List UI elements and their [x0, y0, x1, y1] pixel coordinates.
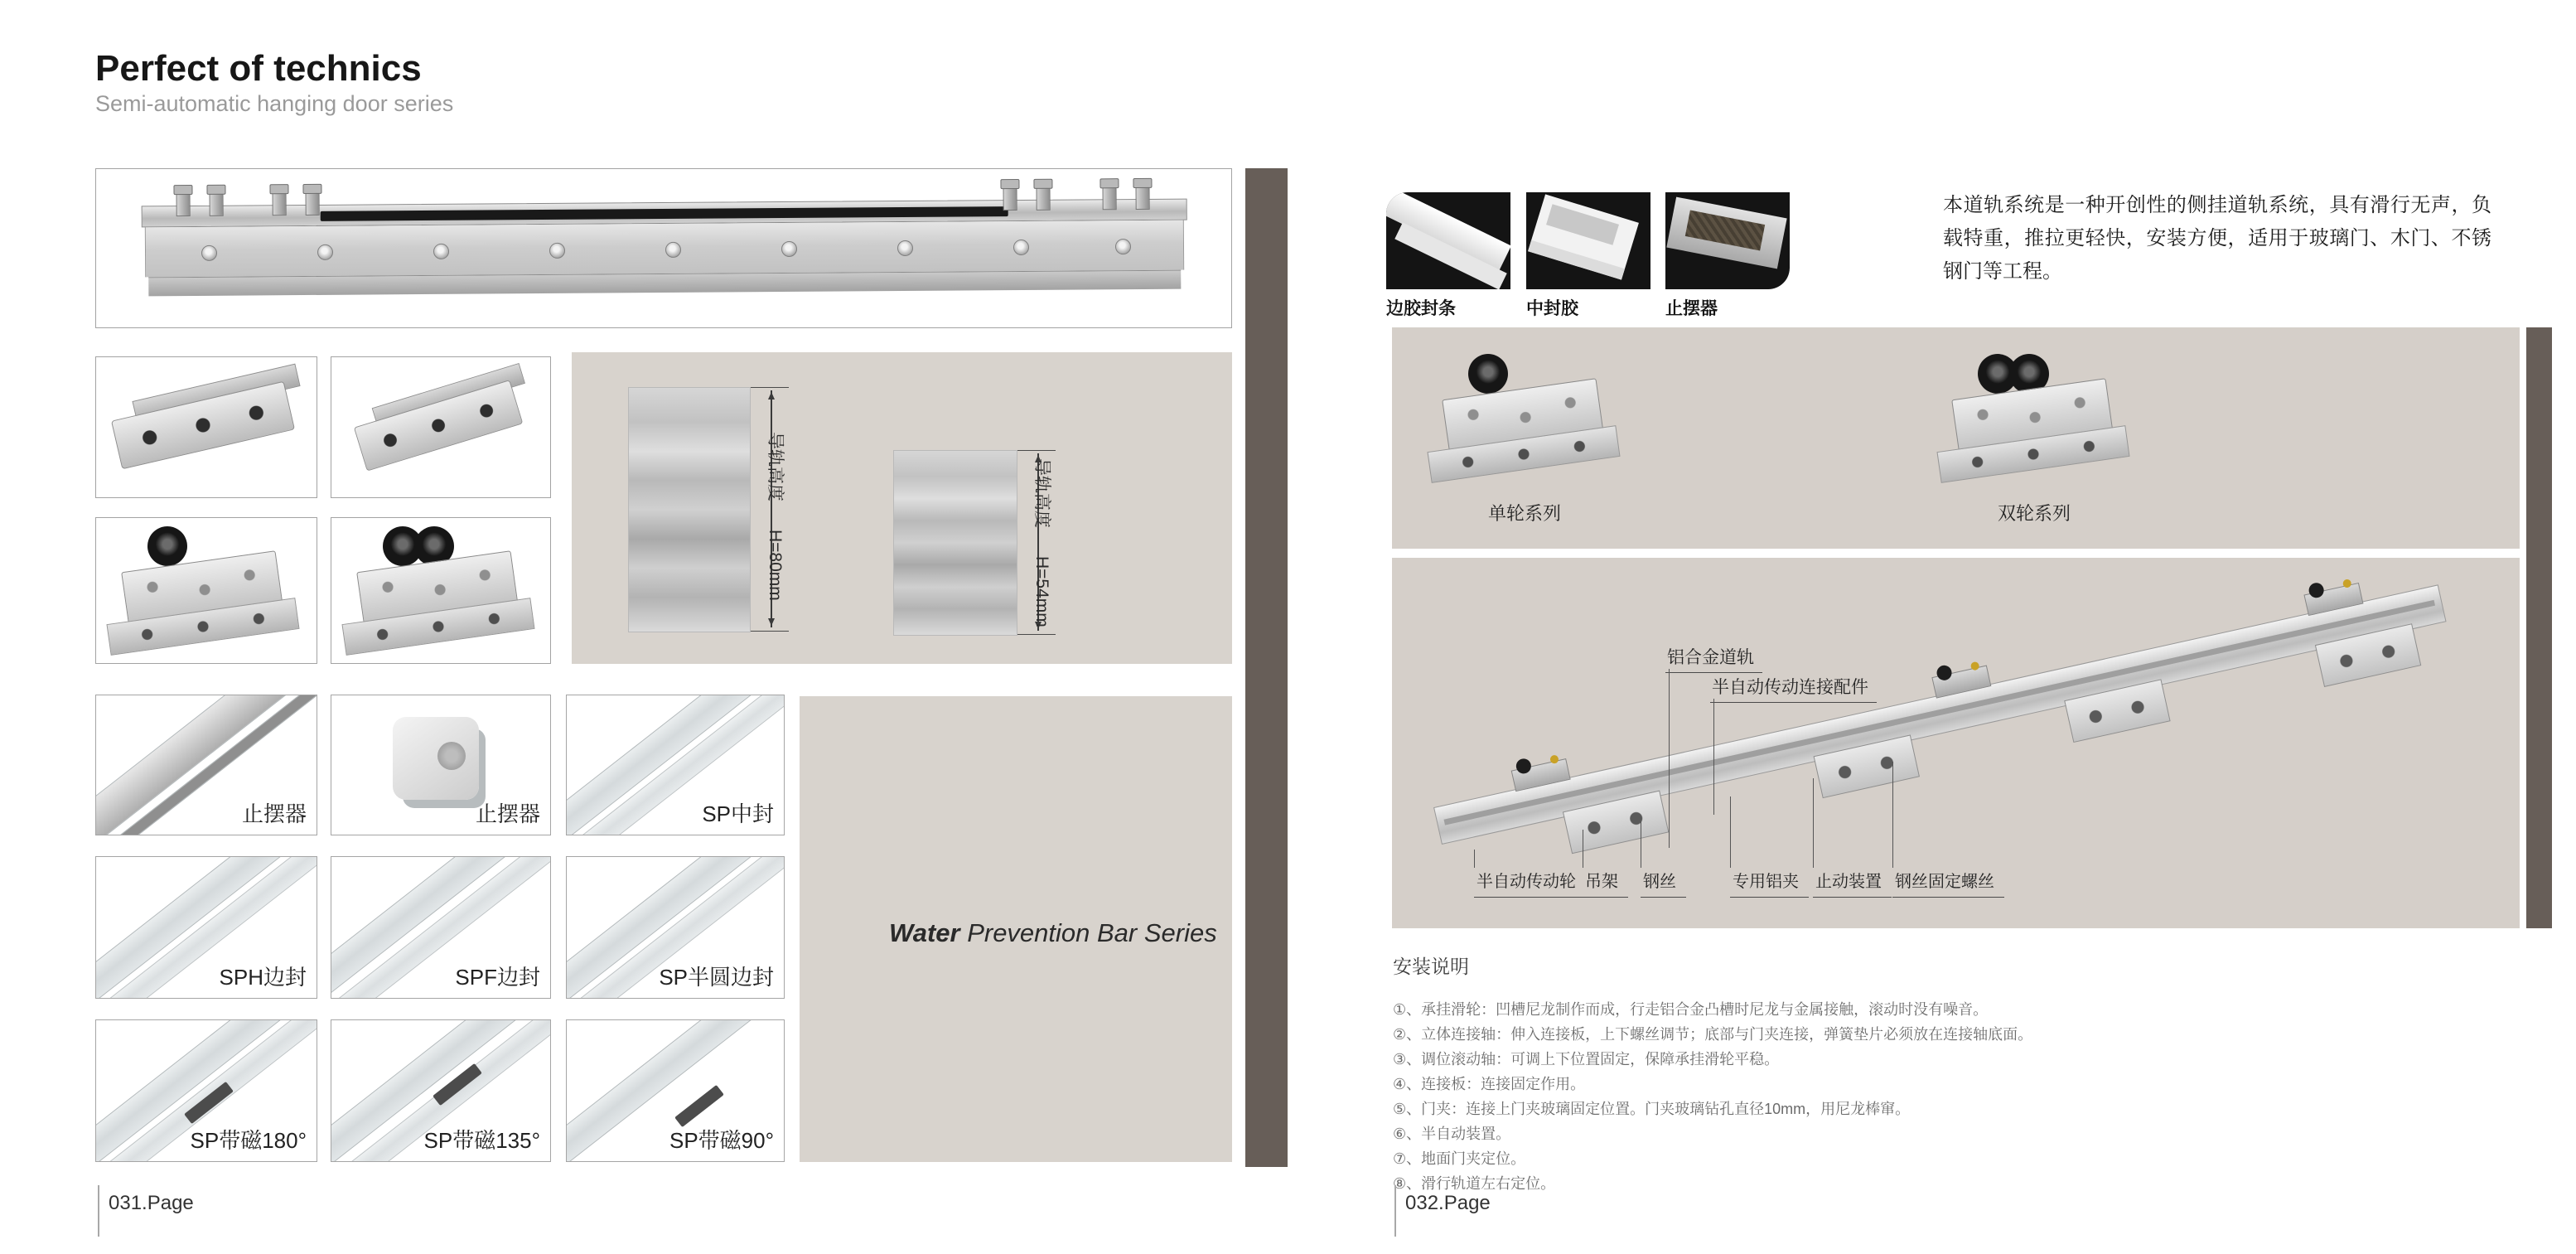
product-label: SP带磁90°: [669, 1128, 774, 1153]
page-number-left: 031.Page: [109, 1192, 194, 1214]
product-box: [95, 695, 317, 835]
callout-alu-clip: 专用铝夹: [1730, 868, 1809, 898]
dim-value: H=54mm: [1032, 556, 1051, 627]
dim-tick: [1017, 450, 1056, 451]
product-box: [566, 695, 785, 835]
leader-line: [1669, 669, 1670, 848]
footer-rule-left: [98, 1185, 99, 1237]
callout-steel-wire: 钢丝: [1641, 868, 1686, 898]
cross-section-panel: [572, 352, 1232, 664]
roller-series-label: 双轮系列: [1997, 503, 2071, 524]
brown-accent-bar-left: [1245, 168, 1288, 1167]
roller-wheel: [1468, 354, 1508, 394]
screw: [1115, 239, 1131, 254]
double-wheel-roller-image: [1926, 346, 2142, 495]
dim-tick: [751, 387, 789, 388]
roller-assembly-image: [96, 518, 317, 663]
install-item: ⑦、地面门夹定位。: [1393, 1150, 1526, 1167]
aluminum-track-image: [1433, 584, 2447, 845]
dim-tick: [751, 631, 789, 632]
water-series-rest: Prevention Bar Series: [959, 918, 1217, 947]
thumb-edge-seal: [1386, 192, 1510, 289]
screw: [549, 243, 565, 259]
leader-line: [1813, 778, 1814, 868]
product-label: SP半圆边封: [659, 965, 774, 990]
product-label: SP带磁135°: [423, 1128, 540, 1153]
product-box: [331, 695, 551, 835]
water-series-title: [889, 918, 1217, 948]
leader-line: [1892, 762, 1893, 868]
track-slot: [1444, 600, 2436, 826]
product-label: SP带磁180°: [190, 1128, 307, 1153]
bolt: [1102, 185, 1116, 210]
product-box: [566, 856, 785, 999]
thumb-label: 边胶封条: [1386, 299, 1456, 318]
water-series-emphasis: Water: [889, 918, 960, 947]
single-wheel-roller-image: [1417, 346, 1632, 495]
dim-name: 导轨高度: [1032, 458, 1051, 528]
leader-line: [1474, 850, 1475, 868]
bolt: [273, 191, 287, 215]
bolt: [176, 191, 191, 216]
roller-assembly-image: [331, 518, 550, 663]
bolt: [1036, 186, 1050, 211]
page-subtitle: Semi-automatic hanging door series: [95, 91, 454, 116]
track-slot: [321, 206, 1008, 221]
page-title: Perfect of technics: [95, 48, 422, 89]
product-box: [331, 856, 551, 999]
brown-accent-bar-right: [2526, 327, 2552, 928]
glass-clamp-image: [96, 357, 317, 497]
thumb-center-seal: [1526, 192, 1650, 289]
hardware-box-roller-1: [95, 517, 317, 664]
screw: [665, 242, 681, 258]
center-seal-image: [1526, 192, 1650, 289]
callout-wire-screw: 钢丝固定螺丝: [1892, 868, 2004, 898]
dimension-label-h80: [764, 432, 789, 601]
bolt: [210, 191, 224, 216]
hero-track-image: [142, 199, 1188, 299]
hanger-clamp: [1563, 791, 1669, 855]
callout-hanger: 吊架: [1583, 868, 1628, 898]
hardware-box-clamp-2: [331, 356, 551, 498]
hardware-box-roller-2: [331, 517, 551, 664]
product-label: SPF边封: [455, 965, 540, 990]
roller-wheel: [147, 526, 187, 566]
track-cross-section-h80: [628, 387, 751, 632]
thumb-label: 止摆器: [1665, 299, 1718, 318]
hanger-clamp: [2315, 623, 2421, 687]
install-item: ②、立体连接轴：伸入连接板，上下螺丝调节；底部与门夹连接，弹簧垫片必须放在连接轴底面。: [1393, 1026, 2033, 1043]
bolt: [1135, 185, 1149, 210]
callout-drive-connector: 半自动传动连接配件: [1710, 674, 1877, 703]
product-label: 止摆器: [241, 801, 307, 826]
product-label: 止摆器: [475, 801, 540, 826]
product-label: SPH边封: [219, 965, 307, 990]
thumb-stopper: [1665, 192, 1790, 289]
roller-series-label: 单轮系列: [1487, 503, 1561, 524]
installation-diagram-panel: [1392, 558, 2520, 928]
drive-unit: [1511, 758, 1571, 792]
install-item: ⑧、滑行轨道左右定位。: [1393, 1175, 1556, 1192]
install-item: ⑤、门夹：连接上门夹玻璃固定位置。门夹玻璃钻孔直径10mm，用尼龙棒窜。: [1393, 1101, 1911, 1117]
product-box: [566, 1019, 785, 1162]
hanger-clamp: [1814, 734, 1920, 798]
install-item: ③、调位滚动轴：可调上下位置固定，保障承挂滑轮平稳。: [1393, 1051, 1780, 1068]
drive-unit: [1931, 666, 1991, 699]
product-box: [331, 1019, 551, 1162]
screw: [201, 245, 217, 261]
intro-paragraph: 本道轨系统是一种开创性的侧挂道轨系统，具有滑行无声，负载特重，推拉更轻快，安装方便，适用于玻璃门、木门、不锈钢门等工程。: [1943, 194, 2491, 283]
bolt: [1003, 186, 1017, 211]
screw: [897, 240, 913, 256]
dimension-label-h54: [1031, 458, 1056, 627]
footer-rule-right: [1394, 1185, 1396, 1237]
install-item: ⑥、半自动装置。: [1393, 1126, 1511, 1142]
callout-aluminum-track: 铝合金道轨: [1665, 644, 1762, 673]
glass-clamp-image: [336, 356, 545, 498]
edge-seal-image: [1386, 192, 1510, 289]
product-label: SP中封: [702, 801, 774, 826]
dim-tick: [1017, 634, 1056, 635]
product-box: [95, 1019, 317, 1162]
install-item: ④、连接板：连接固定作用。: [1393, 1076, 1586, 1092]
install-item: ①、承挂滑轮：凹槽尼龙制作而成，行走铝合金凸槽时尼龙与金属接触，滚动时没有噪音。: [1393, 1001, 1989, 1018]
water-series-panel: [800, 696, 1232, 1162]
callout-stop-device: 止动装置: [1813, 868, 1892, 898]
hero-track-box: [95, 168, 1232, 328]
screw: [433, 244, 449, 259]
track-cross-section-h54: [893, 450, 1017, 636]
screw: [781, 241, 797, 257]
hanger-clamp: [2064, 679, 2170, 743]
dim-name: 导轨高度: [766, 432, 785, 501]
drive-unit: [2303, 583, 2363, 616]
install-title: 安装说明: [1393, 956, 1469, 977]
screw: [317, 245, 333, 260]
stopper-image: [1665, 192, 1790, 289]
callout-drive-wheel: 半自动传动轮: [1474, 868, 1586, 898]
hardware-box-clamp-1: [95, 356, 317, 498]
leader-line: [1713, 699, 1714, 815]
page-number-right: 032.Page: [1405, 1192, 1491, 1214]
bolt: [306, 191, 320, 215]
product-box: [95, 856, 317, 999]
screw: [1013, 240, 1029, 255]
leader-line: [1730, 796, 1731, 868]
dim-value: H=80mm: [766, 530, 785, 601]
roller-series-panel: [1392, 327, 2520, 549]
thumb-label: 中封胶: [1526, 299, 1578, 318]
